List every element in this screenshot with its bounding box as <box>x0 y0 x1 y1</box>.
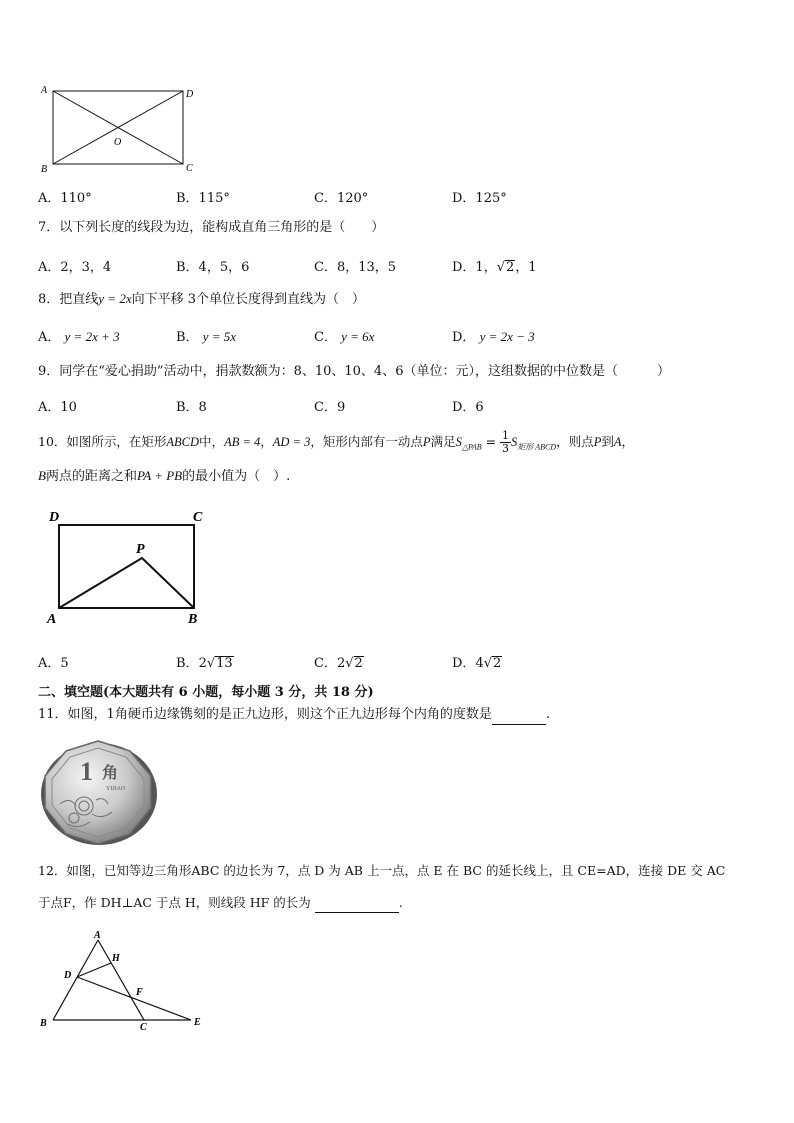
q10-option-d-coef: 4 <box>475 656 484 671</box>
q10-b: B <box>38 468 46 483</box>
q6-option-d: D．125° <box>452 191 507 206</box>
q10-expr: PA + PB <box>136 468 183 483</box>
label-d: D <box>49 510 60 525</box>
q10-option-d <box>452 652 502 671</box>
q7-option-d-prefix: D．1， <box>452 260 497 275</box>
q8-equation: y = 2x <box>98 291 132 306</box>
q10-option-d-radicand: 2 <box>493 656 502 671</box>
q8-option-a <box>38 326 120 345</box>
label-b: B <box>40 1018 47 1029</box>
q6-rectangle-figure <box>36 82 206 174</box>
q8-stem <box>38 290 365 309</box>
coin-numeral: 1 <box>80 757 93 786</box>
q10-p2: P <box>593 435 602 449</box>
q10-ab: AB = 4 <box>224 435 261 449</box>
q10-option-b-label: B． <box>176 656 199 671</box>
label-a: A <box>41 85 48 96</box>
q10-option-b-coef: 2 <box>198 656 207 671</box>
q8-option-c-label: C． <box>314 330 337 345</box>
q7-option-c: C．8，13，5 <box>314 260 397 275</box>
q10-fraction <box>500 430 511 455</box>
q7-option-d-radicand: 2 <box>506 260 515 275</box>
q10-text-1: 10．如图所示，在矩形 <box>38 434 167 449</box>
path-apb <box>59 558 194 608</box>
q10-stem-line2 <box>38 467 290 486</box>
label-h: H <box>112 953 120 964</box>
q8-prefix: 8．把直线 <box>38 292 99 307</box>
q7-option-d-suffix: ，1 <box>515 260 537 275</box>
q10-option-c-radicand: 2 <box>354 656 363 671</box>
coin-image <box>38 738 158 846</box>
q10-option-c-coef: 2 <box>336 656 346 671</box>
q9-option-a: A．10 <box>38 400 77 415</box>
segment-ac <box>98 940 144 1020</box>
label-e: E <box>194 1017 201 1028</box>
q8-option-a-expr: y = 2x + 3 <box>64 329 120 344</box>
q9-option-b: B．8 <box>176 400 207 415</box>
q12-stem-line1: 12．如图，已知等边三角形ABC 的边长为 7，点 D 为 AB 上一点，点 E 在 BC 的延长线上，且 CE=AD，连接 DE 交 AC <box>38 863 726 878</box>
q10-frac-den: 3 <box>502 442 510 455</box>
q8-option-c-expr: y = 6x <box>341 329 375 344</box>
q8-option-a-label: A． <box>38 330 61 345</box>
q8-option-b <box>176 326 236 345</box>
q10-text-4: 满足 <box>430 434 456 449</box>
q9-option-d: D．6 <box>452 400 484 415</box>
label-c: C <box>140 1022 147 1031</box>
coin-character: 角 <box>102 765 119 782</box>
label-f: F <box>136 987 143 998</box>
section-heading: 二、填空题(本大题共有 6 小题，每小题 3 分，共 18 分) <box>38 685 374 700</box>
label-d: D <box>186 89 194 100</box>
q10-p: P <box>422 435 431 449</box>
label-o: O <box>114 137 122 148</box>
label-b: B <box>41 164 48 174</box>
segment-ab <box>53 940 98 1020</box>
q12-answer-blank <box>315 894 399 913</box>
q10-frac-num: 1 <box>502 429 510 442</box>
q10-text-3: ，矩形内部有一动点 <box>310 434 423 449</box>
q10-rectangle-figure <box>44 506 214 628</box>
q12-stem-line2 <box>38 894 403 913</box>
q12-triangle-figure <box>36 927 208 1031</box>
q10-sub-pab: △PAB <box>461 442 482 452</box>
q10-a: A <box>613 435 622 449</box>
q10-option-c-label: C． <box>314 656 337 671</box>
q10-text-5: ，则点 <box>556 434 594 449</box>
q10-text-2: 中， <box>199 434 225 449</box>
q7-option-a: A．2，3，4 <box>38 260 112 275</box>
q10-equals: = <box>481 434 501 449</box>
q6-option-c: C．120° <box>314 191 369 206</box>
q8-option-d <box>452 326 535 345</box>
segment-dh <box>77 963 111 977</box>
q10-comma: ， <box>260 434 273 449</box>
q12-text: 于点F，作 DH⊥AC 于点 H，则线段 HF 的长为 <box>38 895 311 910</box>
q10-sub-abcd: 矩形 ABCD <box>517 442 557 452</box>
segment-de <box>77 977 191 1020</box>
label-p: P <box>136 542 145 557</box>
q10-option-a: A．5 <box>38 656 69 671</box>
q8-option-d-label: D． <box>452 330 476 345</box>
q10-comma-2: ， <box>621 434 634 449</box>
q9-stem: 9．同学在“爱心捐助”活动中，捐款数额为：8、10、10、4、6（单位：元），这组数据的中位数是（ ） <box>38 364 670 379</box>
q11-answer-blank <box>492 706 546 725</box>
q11-text: 11．如图，1角硬币边缘镌刻的是正九边形，则这个正九边形每个内角的度数是 <box>38 707 492 722</box>
q10-ad: AD = 3 <box>272 435 311 449</box>
label-d: D <box>64 970 72 981</box>
q10-option-d-label: D． <box>452 656 476 671</box>
q9-option-c: C．9 <box>314 400 346 415</box>
q7-stem: 7．以下列长度的线段为边，能构成直角三角形的是（ ） <box>38 220 385 235</box>
q7-option-b: B．4，5，6 <box>176 260 250 275</box>
q10-option-b <box>176 652 234 671</box>
q10-text-6: 到 <box>601 434 614 449</box>
label-c: C <box>193 510 203 525</box>
q10-abcd: ABCD <box>166 435 200 449</box>
q8-option-d-expr: y = 2x − 3 <box>479 329 535 344</box>
q10-stem-line1 <box>38 430 634 460</box>
q10-text-8: 的最小值为（ ）. <box>182 469 291 484</box>
label-b: B <box>188 612 198 627</box>
q8-option-b-expr: y = 5x <box>202 329 237 344</box>
label-a: A <box>94 930 101 941</box>
q10-option-b-radicand: 13 <box>216 656 233 671</box>
q7-option-d <box>452 256 537 275</box>
coin-nonagon <box>45 741 151 844</box>
radical-sign: √ <box>496 260 505 275</box>
label-a: A <box>47 612 57 627</box>
q8-suffix: 向下平移 3个单位长度得到直线为（ ） <box>131 292 365 307</box>
q10-text-7: 两点的距离之和 <box>45 469 137 484</box>
q6-option-b: B．115° <box>176 191 230 206</box>
q10-option-c <box>314 652 364 671</box>
q11-stem <box>38 706 550 725</box>
radical-sign: √ <box>483 656 493 671</box>
q10-s1: S <box>455 435 462 449</box>
radical-sign: √ <box>345 656 354 671</box>
q6-option-a: A．110° <box>38 191 92 206</box>
label-c: C <box>186 163 193 174</box>
q11-end: . <box>545 707 550 722</box>
q10-s2: S <box>511 435 518 449</box>
q12-end: . <box>398 895 403 910</box>
coin-pinyin: YIJIAO <box>106 786 126 792</box>
radical-sign: √ <box>206 656 216 671</box>
q8-option-c <box>314 326 374 345</box>
q8-option-b-label: B． <box>176 330 199 345</box>
